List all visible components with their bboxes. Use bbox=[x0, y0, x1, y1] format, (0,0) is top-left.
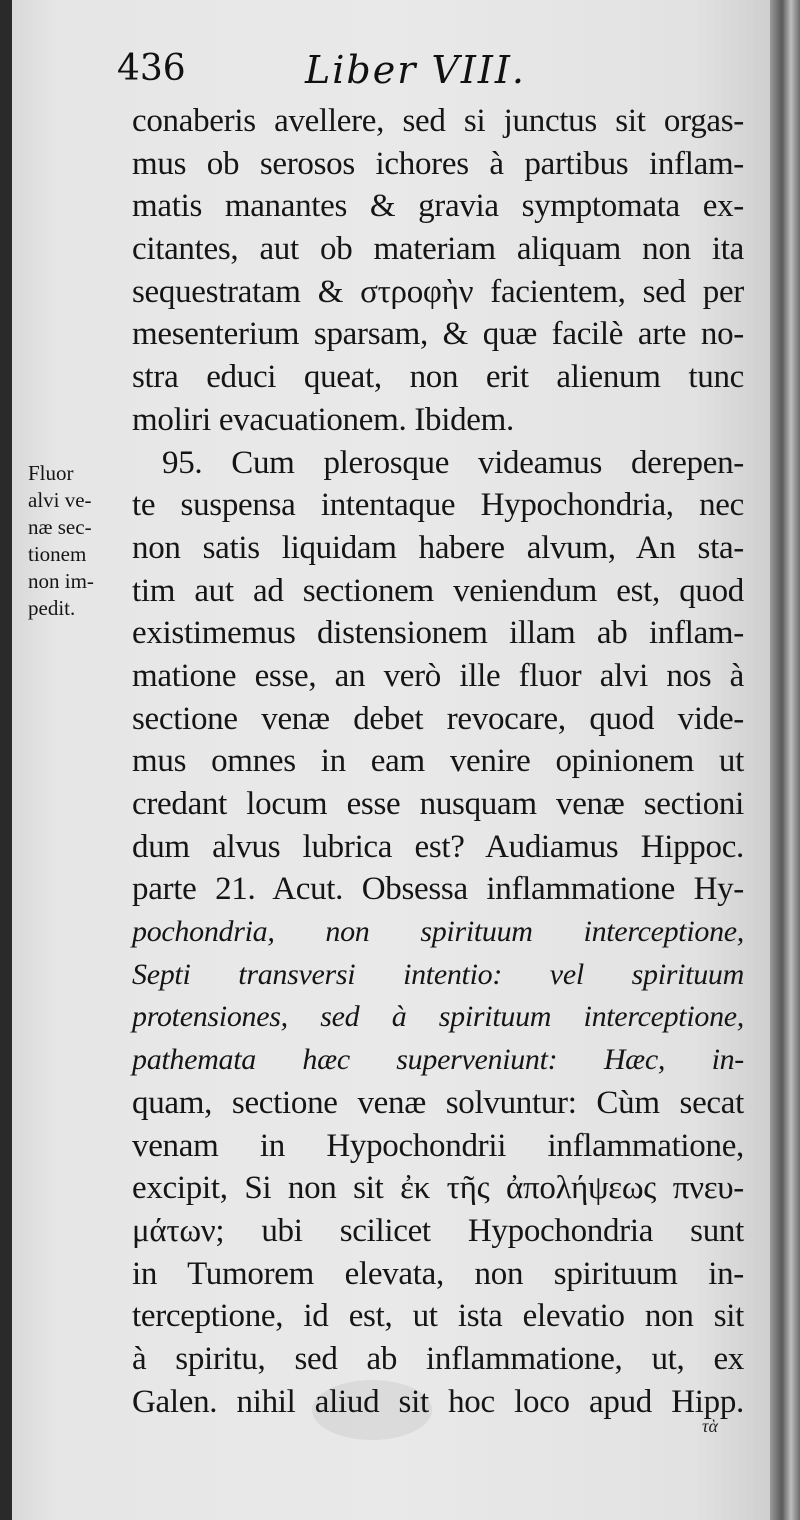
text-line: te suspensa intentaque Hypochondria, nec bbox=[132, 487, 744, 524]
margin-note-line: pedit. bbox=[28, 596, 76, 620]
text-line: excipit, Si non sit ἐκ τῆς ἀπολήψεως πνευ- bbox=[132, 1170, 744, 1207]
book-spine-edge bbox=[770, 0, 800, 1520]
text-line: pochondria, non spirituum interceptione, bbox=[132, 915, 744, 949]
text-line: 95. Cum plerosque videamus derepen- bbox=[162, 444, 744, 481]
margin-note-line: Fluor bbox=[28, 461, 74, 485]
running-head: Liber VIII. bbox=[305, 48, 526, 92]
margin-note-line: alvi ve- bbox=[28, 488, 92, 512]
text-line: sequestratam & στροφὴν facientem, sed per bbox=[132, 273, 744, 310]
book-page bbox=[12, 0, 770, 1520]
text-line: mus omnes in eam venire opinionem ut bbox=[132, 743, 744, 780]
catchword: τὰ bbox=[702, 1416, 718, 1436]
text-line: quam, sectione venæ solvuntur: Cùm secat bbox=[132, 1084, 744, 1121]
margin-note-line: tionem bbox=[28, 542, 87, 566]
margin-note-line: næ sec- bbox=[28, 515, 92, 539]
text-line: moliri evacuationem. Ibidem. bbox=[132, 401, 514, 438]
margin-note bbox=[28, 460, 128, 622]
text-line: protensiones, sed à spirituum interceptione, bbox=[132, 1000, 744, 1034]
page-header bbox=[117, 48, 737, 98]
text-line: pathemata hæc superveniunt: Hæc, in- bbox=[132, 1043, 744, 1077]
text-line: mesenterium sparsam, & quæ facilè arte no- bbox=[132, 316, 744, 353]
text-line: parte 21. Acut. Obsessa inflammatione Hy- bbox=[132, 871, 744, 908]
text-line: matione esse, an verò ille fluor alvi nos à bbox=[132, 657, 744, 694]
text-line: à spiritu, sed ab inflammatione, ut, ex bbox=[132, 1340, 744, 1377]
text-line: Septi transversi intentio: vel spirituum bbox=[132, 957, 744, 991]
text-line: citantes, aut ob materiam aliquam non ita bbox=[132, 231, 744, 268]
margin-note-line: non im- bbox=[28, 569, 94, 593]
text-line: dum alvus lubrica est? Audiamus Hippoc. bbox=[132, 828, 744, 865]
text-line: conaberis avellere, sed si junctus sit orgas- bbox=[132, 103, 744, 139]
page-number: 436 bbox=[117, 48, 186, 89]
text-line: Galen. nihil aliud sit hoc loco apud Hipp. bbox=[132, 1383, 744, 1420]
text-line: existimemus distensionem illam ab inflam- bbox=[132, 615, 744, 652]
text-line: stra educi queat, non erit alienum tunc bbox=[132, 359, 744, 396]
text-line: matis manantes & gravia symptomata ex- bbox=[132, 188, 744, 225]
body-text bbox=[132, 100, 744, 1423]
text-line: credant locum esse nusquam venæ sectioni bbox=[132, 786, 744, 822]
text-line: in Tumorem elevata, non spirituum in- bbox=[132, 1255, 744, 1292]
text-line: mus ob serosos ichores à partibus inflam- bbox=[132, 145, 744, 182]
text-line: terceptione, id est, ut ista elevatio non sit bbox=[132, 1298, 744, 1335]
text-line: venam in Hypochondrii inflammatione, bbox=[132, 1127, 744, 1164]
text-line: tim aut ad sectionem veniendum est, quod bbox=[132, 572, 744, 609]
text-line: μάτων; ubi scilicet Hypochondria sunt bbox=[132, 1212, 744, 1249]
text-line: non satis liquidam habere alvum, An sta- bbox=[132, 529, 744, 566]
text-line: sectione venæ debet revocare, quod vide- bbox=[132, 700, 744, 737]
